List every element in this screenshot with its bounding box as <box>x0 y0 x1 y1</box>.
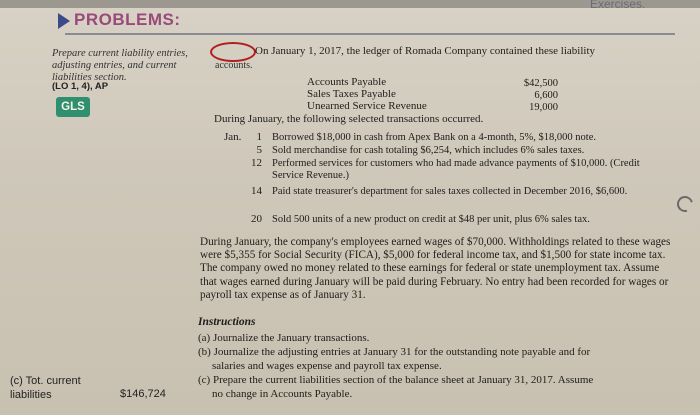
transaction-day: 14 <box>251 185 262 197</box>
account-name: Sales Taxes Payable <box>307 88 396 100</box>
transaction-month: Jan. <box>224 131 242 143</box>
transaction-day: 20 <box>251 213 262 225</box>
check-figure-label: (c) Tot. current liabilities <box>10 375 81 401</box>
problem-title: PROBLEMS: <box>74 10 181 29</box>
exercises-label: Exercises. <box>590 0 646 11</box>
paperclip-icon <box>674 193 696 215</box>
payroll-paragraph: During January, the company's employees earned wages of $70,000. Withholdings related to these wages were $5,355 for Social Security (FICA), $5,000 for federal income tax, and $1,500 for state income tax. The company owed no money related to these earnings for federal or state unemployment tax. Assume that wages earned during January will be paid during February. No entry had been recorded for wages or payroll tax expense as of January 31. <box>200 236 671 301</box>
instruction-a: (a) Journalize the January transactions. <box>198 332 370 344</box>
transaction-day: 5 <box>256 144 262 156</box>
instruction-c: (c) Prepare the current liabilities section of the balance sheet at January 31, 2017. Assume <box>198 374 594 386</box>
account-amount: 6,600 <box>534 90 558 101</box>
arrow-icon <box>58 13 70 29</box>
transaction-text: Sold 500 units of a new product on credit at $48 per unit, plus 6% sales tax. <box>272 214 590 225</box>
transaction-text: Performed services for customers who had made advance payments of $10,000. (Credit Service Revenue.) <box>272 158 640 181</box>
gls-badge: GLS <box>56 97 90 117</box>
intro-text: On January 1, 2017, the ledger of Romada Company contained these liability <box>255 45 596 57</box>
header-rule <box>65 33 675 35</box>
learning-objective-code: (LO 1, 4), AP <box>52 81 109 92</box>
instruction-b: (b) Journalize the adjusting entries at January 31 for the outstanding note payable and for <box>198 346 591 358</box>
transaction-text: Paid state treasurer's department for sales taxes collected in December 2016, $6,600. <box>272 186 628 197</box>
instructions-heading: Instructions <box>198 316 256 328</box>
check-figure-amount: $146,724 <box>120 388 166 400</box>
account-amount: 19,000 <box>529 102 558 113</box>
transaction-text: Borrowed $18,000 in cash from Apex Bank on a 4-month, 5%, $18,000 note. <box>272 132 596 143</box>
instruction-b-continued: salaries and wages expense and payroll tax expense. <box>212 360 442 372</box>
instruction-c-continued: no change in Accounts Payable. <box>212 388 353 400</box>
side-note: Prepare current liability entries, adjusting entries, and current liabilities section. <box>52 48 188 83</box>
account-amount: $42,500 <box>523 78 558 89</box>
transaction-day: 1 <box>256 131 262 143</box>
problem-number-marker <box>210 42 256 62</box>
transaction-text: Sold merchandise for cash totaling $6,254, which includes 6% sales taxes. <box>272 145 585 156</box>
account-name: Unearned Service Revenue <box>307 100 427 112</box>
accounts-word: accounts. <box>215 60 253 71</box>
transactions-heading: During January, the following selected transactions occurred. <box>214 113 484 125</box>
account-name: Accounts Payable <box>307 76 387 88</box>
transaction-day: 12 <box>251 157 262 169</box>
